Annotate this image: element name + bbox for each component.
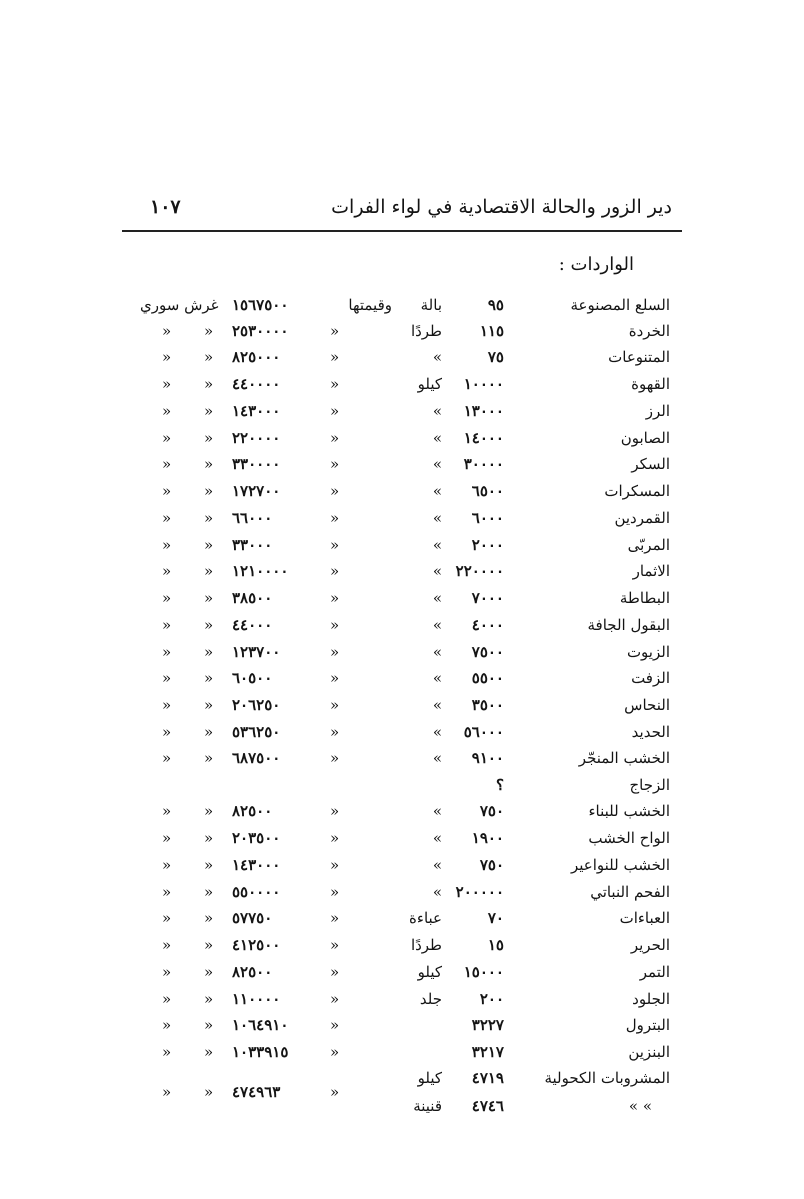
- table-row: [0, 348, 804, 374]
- table-row: [0, 909, 804, 935]
- value: ١٠٣٣٩١٥: [232, 1043, 289, 1061]
- ditto-mark: »: [162, 936, 172, 954]
- ditto-mark: »: [330, 375, 340, 393]
- ditto-mark: »: [204, 1043, 214, 1061]
- table-row: [0, 723, 804, 749]
- value: ١٢١٠٠٠٠: [232, 562, 289, 580]
- ditto-mark: »: [330, 643, 340, 661]
- unit: »: [432, 429, 442, 447]
- ditto-mark: »: [162, 990, 172, 1008]
- ditto-mark: »: [204, 909, 214, 927]
- item-name: الاثمار: [632, 562, 670, 580]
- quantity: ٦٠٠٠: [471, 509, 504, 527]
- unit: كيلو: [417, 1069, 442, 1087]
- ditto-mark: »: [162, 429, 172, 447]
- quantity: ٧٥٠٠: [471, 643, 504, 661]
- ditto-mark: »: [162, 1083, 172, 1101]
- ditto-mark: »: [162, 509, 172, 527]
- quantity: ٥٦٠٠٠: [463, 723, 504, 741]
- table-row: [0, 829, 804, 855]
- ditto-mark: »: [330, 429, 340, 447]
- table-row: [0, 802, 804, 828]
- unit: »: [432, 643, 442, 661]
- quantity: ٢٠٠٠٠٠: [455, 883, 504, 901]
- table-row: [0, 322, 804, 348]
- ditto-mark: »: [204, 749, 214, 767]
- ditto-mark: »: [330, 829, 340, 847]
- value: ٢٠٣٥٠٠: [232, 829, 281, 847]
- section-title: الواردات :: [558, 254, 634, 275]
- ditto-mark: »: [330, 616, 340, 634]
- value: ٦٦٠٠٠: [232, 509, 273, 527]
- item-name: العباءات: [619, 909, 670, 927]
- quantity: ١٩٠٠: [471, 829, 504, 847]
- quantity: ٤٠٠٠: [471, 616, 504, 634]
- ditto-mark: »: [204, 375, 214, 393]
- table-row: [0, 455, 804, 481]
- item-name: الزيوت: [626, 643, 670, 661]
- ditto-mark: »: [204, 1083, 214, 1101]
- table-row: [0, 616, 804, 642]
- ditto-mark: »: [204, 616, 214, 634]
- unit: »: [432, 829, 442, 847]
- ditto-mark: »: [204, 856, 214, 874]
- value: ١٤٣٠٠٠: [232, 856, 281, 874]
- unit: »: [432, 509, 442, 527]
- ditto-mark: »: [330, 509, 340, 527]
- table-row: [0, 1016, 804, 1042]
- value: ٢٥٣٠٠٠٠: [232, 322, 289, 340]
- quantity: ١٤٠٠٠: [463, 429, 504, 447]
- ditto-mark: »: [162, 562, 172, 580]
- ditto-mark: »: [204, 322, 214, 340]
- value: ٣٨٥٠٠: [232, 589, 273, 607]
- ditto-mark: »: [204, 429, 214, 447]
- ditto-mark: »: [330, 455, 340, 473]
- table-row: [0, 536, 804, 562]
- ditto-mark: »: [204, 829, 214, 847]
- ditto-mark: »: [162, 669, 172, 687]
- ditto-mark: »: [162, 883, 172, 901]
- item-name: الحديد: [631, 723, 670, 741]
- table-row: [0, 429, 804, 455]
- header-rule: [122, 230, 682, 232]
- ditto-mark: »: [162, 322, 172, 340]
- unit: »: [432, 696, 442, 714]
- quantity: ٧٥٠: [479, 856, 504, 874]
- value: ٥٥٠٠٠٠: [232, 883, 281, 901]
- item-name: الصابون: [620, 429, 670, 447]
- ditto-mark: »: [162, 589, 172, 607]
- ditto-mark: »: [330, 562, 340, 580]
- item-name: المسكرات: [604, 482, 670, 500]
- item-name: التمر: [639, 963, 670, 981]
- unit: كيلو: [417, 963, 442, 981]
- value: ٦٠٥٠٠: [232, 669, 273, 687]
- ditto-mark: »: [330, 802, 340, 820]
- value: ٤٧٤٩٦٣: [232, 1083, 281, 1101]
- value: ٤٤٠٠٠: [232, 616, 273, 634]
- quantity: ٣٢٢٧: [471, 1016, 504, 1034]
- value: ١٢٣٧٠٠: [232, 643, 281, 661]
- ditto-mark: »: [330, 856, 340, 874]
- running-header: [122, 192, 680, 226]
- table-row: [0, 749, 804, 775]
- value: ١٧٢٧٠٠: [232, 482, 281, 500]
- ditto-mark: »: [204, 402, 214, 420]
- ditto-mark: »: [204, 1016, 214, 1034]
- item-name: الفحم النباتي: [590, 883, 670, 901]
- unit: عباءة: [409, 909, 442, 927]
- ditto-mark: »: [162, 348, 172, 366]
- table-row: [0, 509, 804, 535]
- value: ٨٢٥٠٠: [232, 963, 273, 981]
- unit: »: [432, 562, 442, 580]
- quantity: ٩١٠٠: [471, 749, 504, 767]
- table-row: [0, 643, 804, 669]
- unit: »: [432, 749, 442, 767]
- item-name: الخشب للبناء: [588, 802, 670, 820]
- ditto-mark: »: [330, 963, 340, 981]
- table-row: [0, 1069, 804, 1101]
- ditto-mark: »: [204, 482, 214, 500]
- ditto-mark: »: [204, 536, 214, 554]
- value: ٢٠٦٢٥٠: [232, 696, 281, 714]
- ditto-mark: »: [162, 723, 172, 741]
- value: ٨٢٥٠٠: [232, 802, 273, 820]
- ditto-mark: »: [204, 963, 214, 981]
- ditto-mark: »: [204, 883, 214, 901]
- ditto-mark: »: [204, 589, 214, 607]
- value: ٣٣٠٠٠٠: [232, 455, 281, 473]
- table-row: [0, 936, 804, 962]
- ditto-mark: »: [162, 1043, 172, 1061]
- ditto-mark: »: [162, 802, 172, 820]
- table-row: [0, 990, 804, 1016]
- item-name: الواح الخشب: [588, 829, 670, 847]
- unit: »: [432, 589, 442, 607]
- ditto-mark: »: [162, 643, 172, 661]
- ditto-mark: »: [330, 749, 340, 767]
- unit: »: [432, 856, 442, 874]
- ditto-mark: »: [204, 669, 214, 687]
- quantity: ١٣٠٠٠: [463, 402, 504, 420]
- value: ٥٣٦٢٥٠: [232, 723, 281, 741]
- ditto-mark: »: [204, 936, 214, 954]
- ditto-mark: »: [204, 696, 214, 714]
- value-label: وقيمتها: [348, 296, 392, 314]
- value: ١١٠٠٠٠: [232, 990, 281, 1008]
- unit: »: [432, 883, 442, 901]
- ditto-mark: »: [330, 1043, 340, 1061]
- unit: قنينة: [413, 1097, 442, 1115]
- item-name: المتنوعات: [608, 348, 670, 366]
- unit: »: [432, 669, 442, 687]
- unit: »: [432, 723, 442, 741]
- quantity: ٧٥٠: [479, 802, 504, 820]
- ditto-mark: »: [330, 348, 340, 366]
- unit: »: [432, 536, 442, 554]
- value: ٢٢٠٠٠٠: [232, 429, 281, 447]
- quantity: ٣٠٠٠٠: [463, 455, 504, 473]
- page-number: ١٠٧: [150, 196, 181, 218]
- value: ١٤٣٠٠٠: [232, 402, 281, 420]
- item-name: القمردين: [614, 509, 670, 527]
- unit: »: [432, 616, 442, 634]
- table-row: [0, 856, 804, 882]
- ditto-mark: »: [330, 402, 340, 420]
- item-name: المربّى: [627, 536, 670, 554]
- table-row: [0, 296, 804, 322]
- ditto-mark: »: [162, 616, 172, 634]
- quantity: ٢٠٠: [479, 990, 504, 1008]
- quantity: ٩٥: [487, 296, 504, 314]
- quantity: ١٠٠٠٠: [463, 375, 504, 393]
- quantity: ٢٢٠٠٠٠: [455, 562, 504, 580]
- table-row: [0, 1097, 804, 1123]
- unit: طردًا: [410, 322, 442, 340]
- value: ٨٢٥٠٠٠: [232, 348, 281, 366]
- ditto-mark: »: [162, 909, 172, 927]
- table-row: [0, 482, 804, 508]
- ditto-mark: »: [330, 322, 340, 340]
- ditto-mark: »: [204, 643, 214, 661]
- ditto-mark: »: [162, 455, 172, 473]
- quantity: ٥٥٠٠: [471, 669, 504, 687]
- item-name: الخشب للنواعير: [570, 856, 670, 874]
- ditto-mark: »: [330, 669, 340, 687]
- value: ٥٧٧٥٠: [232, 909, 273, 927]
- ditto-mark: »: [162, 856, 172, 874]
- ditto-mark: »: [204, 455, 214, 473]
- quantity: ٣٢١٧: [471, 1043, 504, 1061]
- unit: »: [432, 802, 442, 820]
- ditto-mark: »: [204, 802, 214, 820]
- unit: »: [432, 402, 442, 420]
- ditto-mark: »: [330, 990, 340, 1008]
- ditto-mark: »: [330, 696, 340, 714]
- table-row: [0, 402, 804, 428]
- ditto-mark: »: [162, 963, 172, 981]
- ditto-mark: »: [330, 482, 340, 500]
- value: ٦٨٧٥٠٠: [232, 749, 281, 767]
- value: ٣٣٠٠٠: [232, 536, 273, 554]
- ditto-mark: »: [330, 909, 340, 927]
- item-name: المشروبات الكحولية: [544, 1069, 670, 1087]
- item-name: السكر: [631, 455, 670, 473]
- ditto-mark: »: [162, 375, 172, 393]
- unit: كيلو: [417, 375, 442, 393]
- ditto-mark: »: [330, 723, 340, 741]
- ditto-mark: »: [204, 509, 214, 527]
- table-row: [0, 963, 804, 989]
- quantity: ٧٥: [487, 348, 504, 366]
- ditto-mark: »: [330, 1016, 340, 1034]
- unit: طردًا: [410, 936, 442, 954]
- ditto-mark: »: [330, 936, 340, 954]
- value: ١٥٦٧٥٠٠: [232, 296, 289, 314]
- item-name: الزجاج: [629, 776, 670, 794]
- unit: جلد: [419, 990, 442, 1008]
- ditto-mark: »: [162, 482, 172, 500]
- quantity: ٣٥٠٠: [471, 696, 504, 714]
- ditto-mark: »: [162, 1016, 172, 1034]
- quantity: ١٥: [487, 936, 504, 954]
- item-name: الخشب المنجّر: [578, 749, 670, 767]
- ditto-mark: »: [162, 536, 172, 554]
- quantity: ٢٠٠٠: [471, 536, 504, 554]
- quantity: ٤٧١٩: [471, 1069, 504, 1087]
- item-name: البطاطة: [619, 589, 670, 607]
- ditto-mark: »: [204, 348, 214, 366]
- value: ١٠٦٤٩١٠: [232, 1016, 289, 1034]
- ditto-mark: »: [204, 990, 214, 1008]
- value: ٤١٢٥٠٠: [232, 936, 281, 954]
- item-name: الرز: [645, 402, 670, 420]
- unit: بالة: [420, 296, 442, 314]
- ditto-mark: »: [204, 562, 214, 580]
- item-name: السلع المصنوعة: [570, 296, 670, 314]
- item-name: القهوة: [631, 375, 670, 393]
- ditto-mark: »: [162, 402, 172, 420]
- table-row: [0, 375, 804, 401]
- table-row: [0, 883, 804, 909]
- ditto-mark: »: [162, 696, 172, 714]
- ditto-mark: »: [330, 589, 340, 607]
- quantity: ٧٠٠٠: [471, 589, 504, 607]
- table-row: [0, 776, 804, 802]
- header-title: دير الزور والحالة الاقتصادية في لواء الفرات: [331, 196, 672, 218]
- quantity: ٦٥٠٠: [471, 482, 504, 500]
- table-row: [0, 562, 804, 588]
- item-name: الزفت: [631, 669, 670, 687]
- item-name: الحرير: [630, 936, 670, 954]
- item-name: » »: [628, 1097, 652, 1115]
- item-name: النحاس: [624, 696, 670, 714]
- item-name: البقول الجافة: [587, 616, 670, 634]
- ditto-mark: »: [330, 536, 340, 554]
- table-row: [0, 589, 804, 615]
- currency: غرش سوري: [140, 296, 219, 314]
- quantity: ٤٧٤٦: [471, 1097, 504, 1115]
- item-name: الجلود: [632, 990, 670, 1008]
- ditto-mark: »: [330, 883, 340, 901]
- value: ٤٤٠٠٠٠: [232, 375, 281, 393]
- ditto-mark: »: [330, 1083, 340, 1101]
- item-name: الخردة: [628, 322, 670, 340]
- item-name: البنزين: [628, 1043, 670, 1061]
- table-row: [0, 1043, 804, 1069]
- ditto-mark: »: [162, 749, 172, 767]
- quantity: ؟: [496, 776, 504, 794]
- unit: »: [432, 482, 442, 500]
- quantity: ١١٥: [479, 322, 504, 340]
- quantity: ١٥٠٠٠: [463, 963, 504, 981]
- ditto-mark: »: [162, 829, 172, 847]
- item-name: البترول: [625, 1016, 670, 1034]
- unit: »: [432, 455, 442, 473]
- unit: »: [432, 348, 442, 366]
- table-row: [0, 669, 804, 695]
- ditto-mark: »: [204, 723, 214, 741]
- table-row: [0, 696, 804, 722]
- quantity: ٧٠: [487, 909, 504, 927]
